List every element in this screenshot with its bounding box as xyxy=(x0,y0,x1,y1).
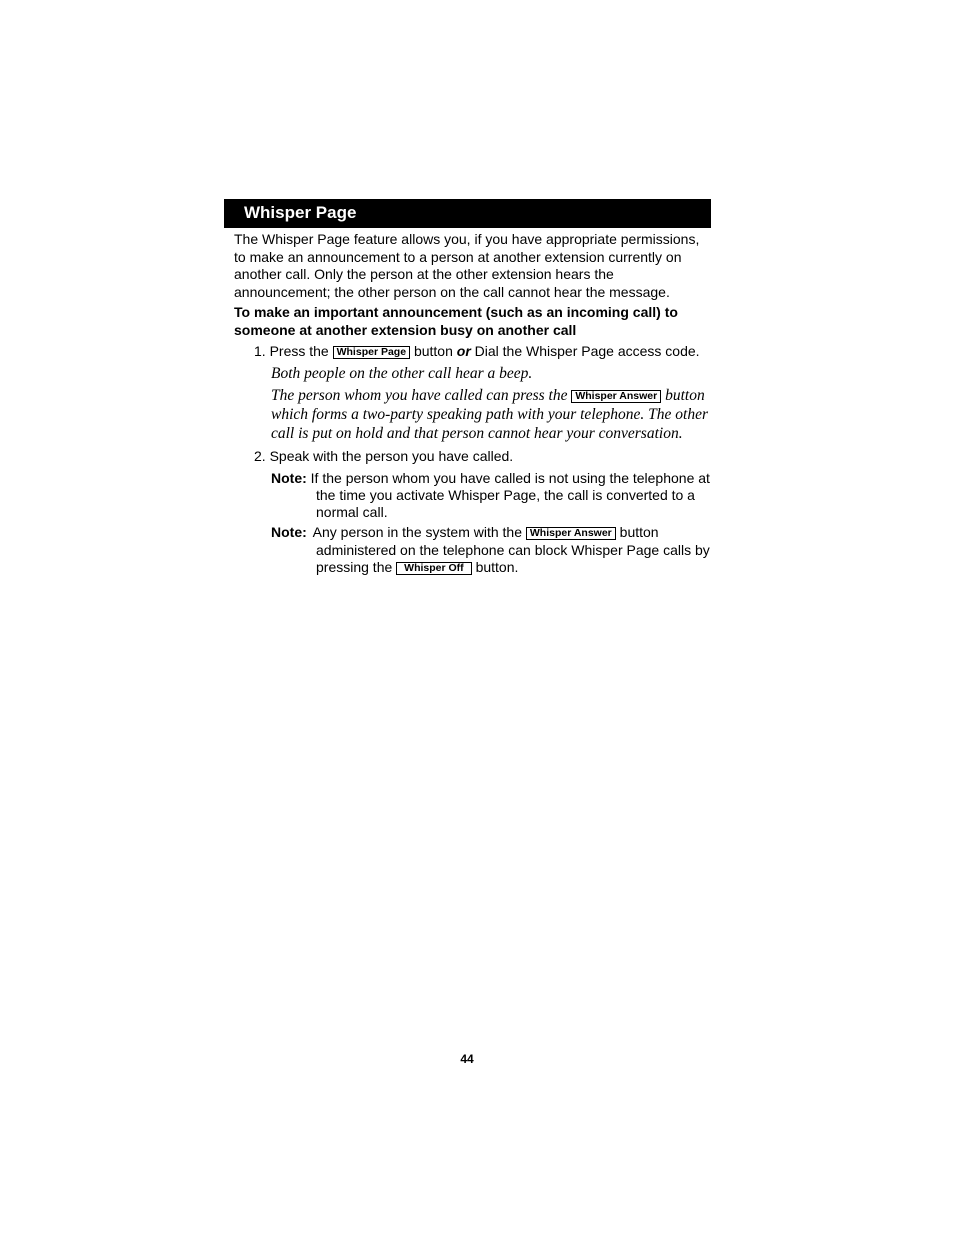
procedure-heading: To make an important announcement (such as an incoming call) to someone at another extension busy on another call xyxy=(234,304,678,338)
note-text: button xyxy=(619,524,659,540)
or-text: or xyxy=(456,343,471,359)
whisper-answer-key: Whisper Answer xyxy=(526,527,616,540)
note-text: If the person whom you have called is not using the telephone at xyxy=(310,470,710,486)
step-text: button xyxy=(413,343,453,359)
step-1 xyxy=(254,343,700,360)
note-label: Note: xyxy=(271,470,307,486)
note-2-line-2: administered on the telephone can block Whisper Page calls by xyxy=(316,542,710,558)
step-2 xyxy=(254,448,513,465)
section-title: Whisper Page xyxy=(244,203,357,222)
note-2-line-3 xyxy=(316,559,518,576)
result-text: button xyxy=(665,387,705,404)
step-1-result-2-line-2: which forms a two-party speaking path with your telephone. The other xyxy=(271,406,708,423)
whisper-page-key: Whisper Page xyxy=(333,346,410,359)
step-1-result-1: Both people on the other call hear a beep. xyxy=(271,365,533,382)
intro-paragraph: The Whisper Page feature allows you, if you have appropriate permissions, to make an announcement to a person at another extension currently on another call. Only the person at the other extension hears the announcement; the other person on the call cannot hear the message. xyxy=(234,231,700,300)
note-1-line-2: the time you activate Whisper Page, the call is converted to a xyxy=(316,487,695,503)
step-number: 2. xyxy=(254,448,266,464)
step-1-result-2-line-3: call is put on hold and that person cannot hear your conversation. xyxy=(271,425,683,442)
step-text: Press the xyxy=(269,343,329,359)
note-2-line-1 xyxy=(271,524,659,541)
step-number: 1. xyxy=(254,343,266,359)
step-1-result-2-line-1 xyxy=(271,386,705,405)
section-header-bar xyxy=(224,199,711,228)
note-text: button. xyxy=(475,559,519,575)
page-number: 44 xyxy=(460,1052,474,1066)
step-text: Dial the Whisper Page access code. xyxy=(474,343,700,359)
note-label: Note: xyxy=(271,524,307,540)
result-text: The person whom you have called can press the xyxy=(271,387,568,404)
whisper-answer-key: Whisper Answer xyxy=(571,390,661,403)
note-text: pressing the xyxy=(316,559,393,575)
note-text: Any person in the system with the xyxy=(312,524,522,540)
note-1-line-1 xyxy=(271,470,710,487)
step-text: Speak with the person you have called. xyxy=(269,448,514,464)
note-1-line-3: normal call. xyxy=(316,504,388,520)
whisper-off-key: Whisper Off xyxy=(396,562,472,575)
